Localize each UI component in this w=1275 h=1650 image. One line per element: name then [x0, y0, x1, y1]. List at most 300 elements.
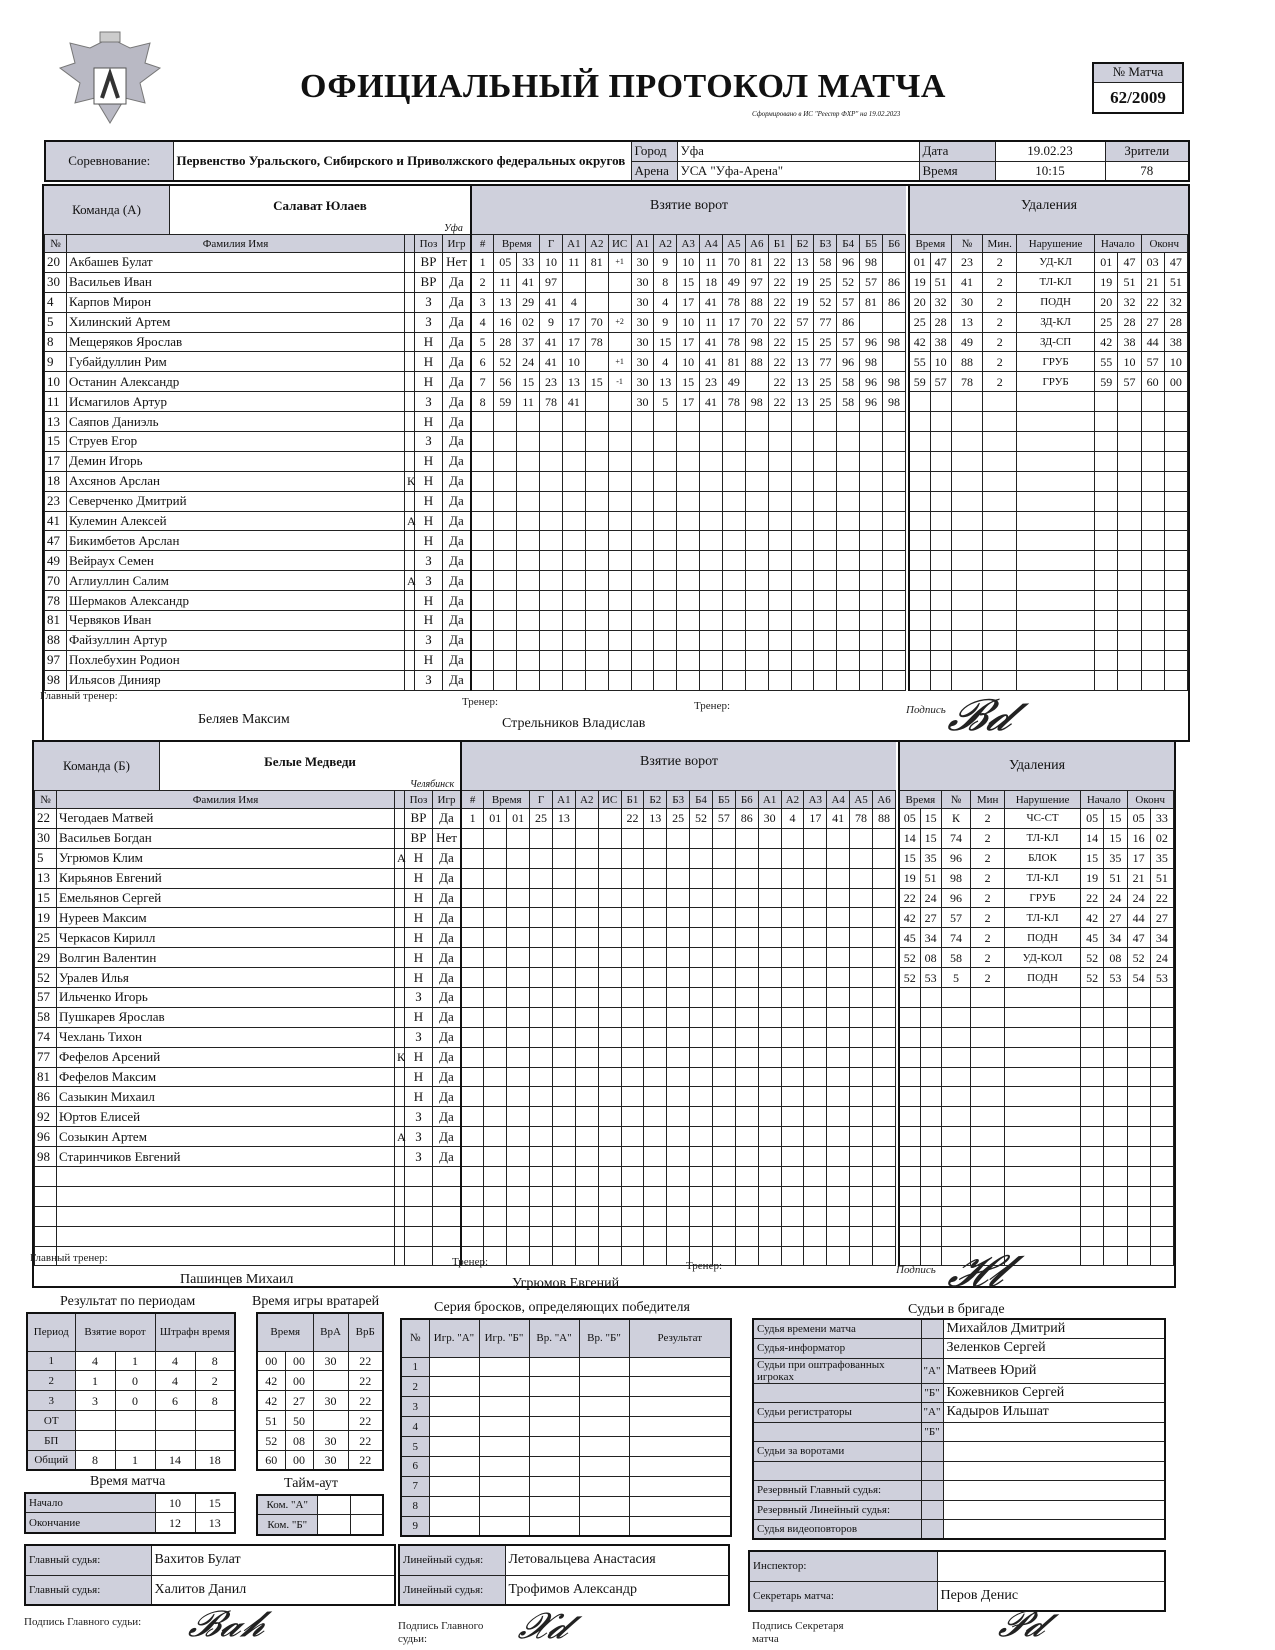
penalty-cell	[1095, 611, 1118, 631]
referee-row	[753, 1520, 1165, 1540]
referee-role: Резервный Линейный судья:	[753, 1500, 921, 1520]
goal-cell: 77	[814, 352, 837, 372]
penalty-cell	[1127, 1027, 1150, 1047]
shootout-cell	[579, 1417, 629, 1437]
penalty-cell	[1095, 471, 1118, 491]
goal-cell	[814, 491, 837, 511]
goal-cell	[562, 551, 585, 571]
goalie-row	[257, 1391, 383, 1411]
goal-row	[461, 1206, 896, 1226]
match-number-label: № Матча	[1094, 64, 1182, 83]
player-number: 30	[45, 272, 67, 292]
penalty-cell	[899, 1246, 920, 1266]
goal-cell	[667, 868, 690, 888]
goal-row	[471, 451, 906, 471]
penalty-row	[909, 491, 1188, 511]
goal-cell	[552, 1206, 575, 1226]
main-ref-sign-label: Подпись Главного судьи:	[24, 1616, 142, 1628]
player-row	[45, 511, 471, 531]
goal-cell	[827, 1226, 850, 1246]
penalty-col: Время	[909, 235, 951, 253]
goal-cell	[598, 1107, 621, 1127]
goal-cell	[677, 630, 700, 650]
on-ice-col: Б5	[860, 235, 883, 253]
goal-cell	[598, 1027, 621, 1047]
shootout-cell	[529, 1496, 579, 1516]
penalty-cell: 51	[1164, 272, 1187, 292]
goal-cell	[621, 1186, 644, 1206]
goal-cell	[804, 1167, 827, 1187]
goal-cell	[872, 928, 895, 948]
goal-cell: 41	[540, 332, 563, 352]
timeout-title: Тайм-аут	[284, 1476, 339, 1491]
goal-cell	[471, 650, 494, 670]
goal-cell	[827, 928, 850, 948]
penalty-cell	[1017, 432, 1095, 452]
goal-cell	[540, 491, 563, 511]
penalty-cell	[1164, 451, 1187, 471]
player-name: Исмагилов Артур	[67, 392, 405, 412]
penalty-cell: 28	[1118, 312, 1141, 332]
player-played: Да	[443, 292, 471, 312]
penalty-cell	[930, 432, 951, 452]
goal-cell	[882, 511, 905, 531]
goal-cell	[667, 948, 690, 968]
player-position: З	[415, 571, 443, 591]
referee-team: "А"	[921, 1358, 943, 1383]
penalty-cell: 47	[1164, 253, 1187, 273]
goal-cell	[850, 1206, 873, 1226]
player-number: 19	[35, 908, 57, 928]
penalty-cell: 47	[1118, 253, 1141, 273]
goalie-row	[257, 1371, 383, 1391]
goal-cell	[552, 1226, 575, 1246]
penalty-row	[909, 292, 1188, 312]
goal-cell	[735, 1087, 758, 1107]
goal-cell	[644, 1007, 667, 1027]
goal-cell	[631, 611, 654, 631]
goal-cell	[562, 571, 585, 591]
goal-cell	[700, 630, 723, 650]
period-cell: 3	[27, 1391, 75, 1411]
penalty-cell	[1095, 551, 1118, 571]
goal-cell	[781, 1047, 804, 1067]
goalie-cell: 42	[257, 1391, 285, 1411]
penalty-cell	[1081, 1167, 1104, 1187]
team-a-penalties-title: Удаления	[908, 186, 1188, 234]
goal-cell	[768, 412, 791, 432]
penalty-cell: 57	[1141, 352, 1164, 372]
penalty-row	[909, 650, 1188, 670]
referee-team: "А"	[921, 1403, 943, 1423]
goal-cell: 5	[471, 332, 494, 352]
shootout-cell	[579, 1357, 629, 1377]
penalty-cell	[1127, 1186, 1150, 1206]
penalty-cell: 47	[1127, 928, 1150, 948]
goal-cell	[791, 571, 814, 591]
goal-row	[471, 272, 906, 292]
goal-cell	[471, 630, 494, 650]
penalty-cell	[1005, 1226, 1081, 1246]
period-cell: 0	[115, 1371, 155, 1391]
team-a-head-coach: Беляев Максим	[198, 712, 290, 727]
player-played: Нет	[443, 253, 471, 273]
goal-cell	[644, 1107, 667, 1127]
player-name: Мещеряков Ярослав	[67, 332, 405, 352]
goal-cell	[712, 1047, 735, 1067]
goal-cell: 22	[768, 352, 791, 372]
goal-cell: 41	[562, 392, 585, 412]
period-cell: 1	[75, 1371, 115, 1391]
goal-row	[471, 392, 906, 412]
goal-row	[461, 809, 896, 829]
penalty-cell	[1081, 1027, 1104, 1047]
goal-cell	[484, 1067, 507, 1087]
goal-cell	[540, 451, 563, 471]
goal-cell	[608, 292, 631, 312]
referee-team	[921, 1520, 943, 1540]
goal-cell	[791, 471, 814, 491]
goal-cell: 52	[494, 352, 517, 372]
player-number: 10	[45, 372, 67, 392]
penalty-cell: 35	[1104, 848, 1127, 868]
goal-cell	[745, 551, 768, 571]
player-row	[35, 888, 461, 908]
goal-cell	[494, 412, 517, 432]
player-name: Аглиуллин Салим	[67, 571, 405, 591]
player-name: Ильченко Игорь	[57, 988, 395, 1008]
penalty-row	[909, 332, 1188, 352]
goal-col: Г	[540, 235, 563, 253]
referee-role: Судья видеоповторов	[753, 1520, 921, 1540]
referee-role: Резервный Главный судья:	[753, 1481, 921, 1501]
penalty-cell: 19	[909, 272, 930, 292]
goal-cell	[690, 1007, 713, 1027]
player-name: Демин Игорь	[67, 451, 405, 471]
penalty-cell: 00	[1164, 372, 1187, 392]
period-cell: 8	[195, 1351, 235, 1371]
player-name: Старинчиков Евгений	[57, 1147, 395, 1167]
penalty-row	[909, 312, 1188, 332]
penalty-row	[899, 848, 1174, 868]
player-row	[35, 1186, 461, 1206]
goal-row	[461, 1027, 896, 1047]
player-position: Н	[415, 412, 443, 432]
shootout-cell	[429, 1397, 479, 1417]
penalty-cell	[930, 392, 951, 412]
player-position: З	[415, 630, 443, 650]
goal-cell: 57	[712, 809, 735, 829]
goal-cell: 86	[735, 809, 758, 829]
goal-cell	[735, 908, 758, 928]
player-position: З	[415, 392, 443, 412]
goal-cell	[575, 1027, 598, 1047]
goal-cell: 97	[540, 272, 563, 292]
penalty-cell: 2	[971, 809, 1005, 829]
goal-cell	[608, 551, 631, 571]
goal-cell: 8	[654, 272, 677, 292]
goal-cell	[631, 630, 654, 650]
penalty-cell: УД-КОЛ	[1005, 948, 1081, 968]
goal-row	[461, 948, 896, 968]
goal-cell	[781, 1186, 804, 1206]
on-ice-col: Б4	[690, 791, 713, 809]
penalty-cell: 25	[909, 312, 930, 332]
on-ice-col: А6	[745, 235, 768, 253]
goal-cell	[882, 650, 905, 670]
goal-cell	[517, 471, 540, 491]
goal-cell	[484, 1167, 507, 1187]
goal-cell: 11	[700, 312, 723, 332]
player-name: Черкасов Кирилл	[57, 928, 395, 948]
goal-cell	[850, 928, 873, 948]
goal-row	[471, 511, 906, 531]
period-cell: 14	[155, 1450, 195, 1470]
goal-row	[461, 1007, 896, 1027]
player-row	[35, 809, 461, 829]
goal-cell	[654, 451, 677, 471]
goalie-cell: 30	[313, 1431, 348, 1451]
goal-cell	[621, 1127, 644, 1147]
penalty-cell	[909, 412, 930, 432]
goal-cell	[530, 1067, 553, 1087]
penalty-col: Мин	[971, 791, 1005, 809]
player-name: Юртов Елисей	[57, 1107, 395, 1127]
goal-cell	[621, 848, 644, 868]
goal-cell	[562, 491, 585, 511]
player-captain-mark	[395, 1067, 405, 1087]
goal-cell	[552, 1186, 575, 1206]
penalty-cell	[951, 591, 983, 611]
player-number: 15	[35, 888, 57, 908]
on-ice-col: Б4	[837, 235, 860, 253]
player-played: Да	[443, 451, 471, 471]
penalty-cell	[983, 451, 1017, 471]
penalty-cell	[1081, 1007, 1104, 1027]
player-number	[35, 1186, 57, 1206]
goal-cell	[872, 1047, 895, 1067]
penalty-cell	[1104, 1107, 1127, 1127]
penalty-row	[909, 352, 1188, 372]
goal-cell	[882, 312, 905, 332]
goal-cell	[667, 1007, 690, 1027]
on-ice-col: Б1	[621, 791, 644, 809]
shootout-row	[401, 1417, 731, 1437]
penalty-row	[899, 1087, 1174, 1107]
player-position: З	[415, 312, 443, 332]
goal-cell: 15	[677, 272, 700, 292]
goal-cell	[837, 551, 860, 571]
period-cell: 4	[155, 1371, 195, 1391]
team-b-goals-title: Взятие ворот	[460, 742, 896, 790]
goal-cell	[781, 868, 804, 888]
penalty-cell	[971, 988, 1005, 1008]
goal-cell	[690, 928, 713, 948]
on-ice-col: А3	[804, 791, 827, 809]
timeout-a-label: Ком. "А"	[257, 1495, 317, 1515]
goal-cell	[494, 432, 517, 452]
referee-team: "Б"	[921, 1383, 943, 1403]
penalty-cell	[920, 1047, 941, 1067]
team-a-penalties-table	[908, 234, 1188, 691]
goal-cell	[621, 1067, 644, 1087]
goal-cell	[552, 888, 575, 908]
goal-cell	[621, 1107, 644, 1127]
goal-cell	[530, 1127, 553, 1147]
shootout-row	[401, 1496, 731, 1516]
period-cell	[75, 1411, 115, 1431]
penalty-cell: 10	[1164, 352, 1187, 372]
goal-cell	[552, 1087, 575, 1107]
goal-cell	[722, 471, 745, 491]
goal-cell	[575, 1107, 598, 1127]
goal-cell	[654, 491, 677, 511]
goal-cell	[882, 630, 905, 650]
goal-cell	[837, 511, 860, 531]
secretary-sign-label: Подпись Секретаря матча	[752, 1620, 844, 1645]
penalty-cell	[1005, 1127, 1081, 1147]
goal-cell	[598, 848, 621, 868]
goal-cell	[608, 332, 631, 352]
goal-cell: 18	[700, 272, 723, 292]
goal-cell: 41	[540, 352, 563, 372]
penalty-cell	[899, 1147, 920, 1167]
goal-cell	[837, 432, 860, 452]
penalty-row	[909, 471, 1188, 491]
player-position: ВР	[415, 253, 443, 273]
goal-cell	[758, 968, 781, 988]
penalty-cell	[920, 1127, 941, 1147]
penalty-cell: 2	[971, 848, 1005, 868]
penalty-cell	[1141, 611, 1164, 631]
penalty-cell	[920, 1147, 941, 1167]
penalty-cell: 05	[1127, 809, 1150, 829]
referee-row	[753, 1319, 1165, 1339]
penalty-cell	[1141, 670, 1164, 690]
goal-cell	[575, 1186, 598, 1206]
goal-cell: 58	[837, 392, 860, 412]
goalie-cell	[313, 1411, 348, 1431]
on-ice-col: А1	[631, 235, 654, 253]
penalty-cell	[920, 1226, 941, 1246]
player-number: 18	[45, 471, 67, 491]
goal-cell	[758, 1226, 781, 1246]
penalty-cell: 51	[1118, 272, 1141, 292]
goal-cell	[712, 908, 735, 928]
goal-cell: 13	[494, 292, 517, 312]
player-captain-mark	[395, 809, 405, 829]
goal-cell	[598, 1246, 621, 1266]
penalty-cell: К	[941, 809, 971, 829]
goal-cell: 13	[644, 809, 667, 829]
penalty-cell	[1141, 392, 1164, 412]
penalty-cell	[941, 1007, 971, 1027]
team-a-sign-label: Подпись	[906, 704, 946, 716]
goal-cell	[471, 611, 494, 631]
goal-cell	[837, 471, 860, 491]
penalty-cell: 51	[1104, 868, 1127, 888]
penalty-cell	[1104, 988, 1127, 1008]
goal-cell	[530, 928, 553, 948]
goal-cell: 16	[494, 312, 517, 332]
goal-cell: 86	[882, 292, 905, 312]
goal-cell	[471, 670, 494, 690]
goal-cell	[575, 908, 598, 928]
goal-cell	[494, 511, 517, 531]
goal-cell	[621, 1087, 644, 1107]
goalie-cell: 22	[348, 1351, 383, 1371]
player-played: Да	[443, 312, 471, 332]
period-cell: ОТ	[27, 1411, 75, 1431]
penalty-row	[909, 511, 1188, 531]
goal-cell: 98	[745, 392, 768, 412]
goal-cell	[608, 392, 631, 412]
goal-cell	[677, 591, 700, 611]
penalty-cell	[951, 471, 983, 491]
penalty-row	[899, 1206, 1174, 1226]
player-name: Ильясов Динияр	[67, 670, 405, 690]
period-row	[27, 1391, 235, 1411]
goal-cell	[850, 828, 873, 848]
goal-cell	[690, 888, 713, 908]
goal-cell	[837, 491, 860, 511]
goalie-cell: 50	[285, 1411, 313, 1431]
player-row	[45, 352, 471, 372]
goal-cell: 10	[562, 352, 585, 372]
penalty-cell: 14	[1081, 828, 1104, 848]
goal-cell	[631, 432, 654, 452]
goal-cell	[530, 1246, 553, 1266]
team-b-sign-label: Подпись	[896, 1264, 936, 1276]
shootout-cell	[479, 1377, 529, 1397]
goal-cell	[552, 1246, 575, 1266]
penalty-row	[909, 591, 1188, 611]
shootout-cell	[629, 1417, 731, 1437]
penalty-row	[899, 1027, 1174, 1047]
goal-cell: 23	[700, 372, 723, 392]
shootout-row	[401, 1456, 731, 1476]
goal-cell	[735, 1047, 758, 1067]
penalty-cell	[1127, 1047, 1150, 1067]
player-name: Саяпов Даниэль	[67, 412, 405, 432]
shootout-cell	[479, 1417, 529, 1437]
city-label: Город	[631, 141, 677, 161]
col-ka	[395, 791, 405, 809]
goal-cell	[631, 412, 654, 432]
penalty-cell	[1164, 511, 1187, 531]
goal-cell	[461, 1226, 484, 1246]
goal-cell	[575, 1206, 598, 1226]
penalty-cell: 14	[899, 828, 920, 848]
penalty-cell: 54	[1127, 968, 1150, 988]
goal-cell	[507, 1107, 530, 1127]
penalty-cell	[983, 531, 1017, 551]
period-cell: Общий	[27, 1450, 75, 1470]
player-captain-mark: А	[405, 511, 415, 531]
goal-cell: 9	[654, 312, 677, 332]
player-number: 11	[45, 392, 67, 412]
goal-cell: 22	[768, 332, 791, 352]
goal-cell	[781, 1127, 804, 1147]
competition-name: Первенство Уральского, Сибирского и Приволжского федеральных округов	[173, 141, 631, 181]
player-row	[45, 471, 471, 491]
goal-cell	[700, 511, 723, 531]
goal-cell	[540, 551, 563, 571]
player-number: 17	[45, 451, 67, 471]
goal-cell	[860, 571, 883, 591]
player-name	[57, 1186, 395, 1206]
penalty-cell	[930, 451, 951, 471]
